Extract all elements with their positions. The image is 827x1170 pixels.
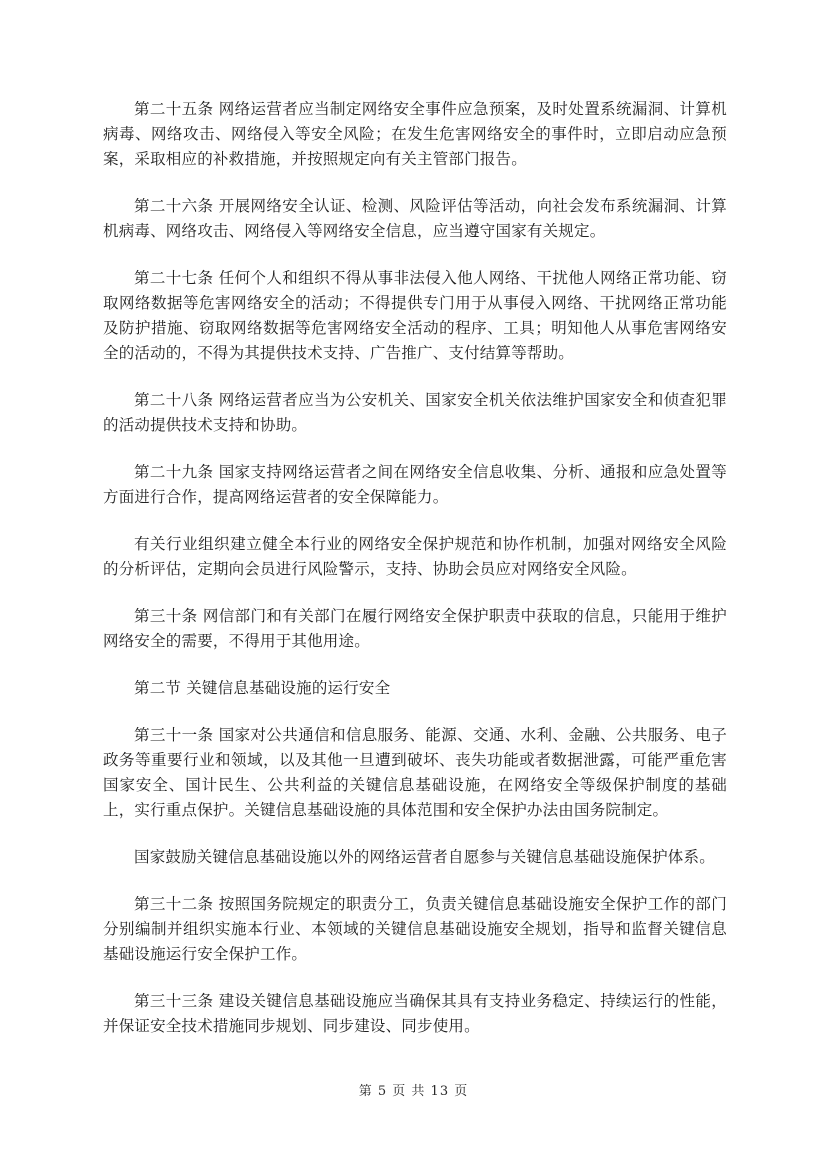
section-heading: 第二节 关键信息基础设施的运行安全 [134,679,391,697]
paragraph-article-25: 第二十五条 网络运营者应当制定网络安全事件应急预案，及时处置系统漏洞、计算机病毒、网络攻击、网络侵入等安全风险；在发生危害网络安全的事件时，立即启动应急预案，采取相应的补救措施，并按照规定向有关主管部门报告。 [103,100,727,168]
page-footer [0,1080,827,1099]
paragraph-article-26: 第二十六条 开展网络安全认证、检测、风险评估等活动，向社会发布系统漏洞、计算机病毒、网络攻击、网络侵入等网络安全信息，应当遵守国家有关规定。 [103,197,727,240]
paragraph-article-32: 第三十二条 按照国务院规定的职责分工，负责关键信息基础设施安全保护工作的部门分别编制并组织实施本行业、本领域的关键信息基础设施安全规划，指导和监督关键信息基础设施运行安全保护工作。 [103,895,727,963]
paragraph-article-33: 第三十三条 建设关键信息基础设施应当确保其具有支持业务稳定、持续运行的性能，并保证安全技术措施同步规划、同步建设、同步使用。 [103,992,727,1035]
paragraph-article-29: 第二十九条 国家支持网络运营者之间在网络安全信息收集、分析、通报和应急处置等方面进行合作，提高网络运营者的安全保障能力。 [103,463,727,506]
paragraph-article-29-continued: 有关行业组织建立健全本行业的网络安全保护规范和协作机制，加强对网络安全风险的分析评估，定期向会员进行风险警示，支持、协助会员应对网络安全风险。 [103,535,727,578]
paragraph-article-31: 第三十一条 国家对公共通信和信息服务、能源、交通、水利、金融、公共服务、电子政务等重要行业和领域，以及其他一旦遭到破坏、丧失功能或者数据泄露，可能严重危害国家安全、国计民生、公共利益的关键信息基础设施，在网络安全等级保护制度的基础上，实行重点保护。关键信息基础设施的具体范围和安全保护办法由国务院制定。 [103,726,727,819]
paragraph-article-30: 第三十条 网信部门和有关部门在履行网络安全保护职责中获取的信息，只能用于维护网络安全的需要，不得用于其他用途。 [103,607,727,650]
document-body [103,97,727,1061]
paragraph-article-28: 第二十八条 网络运营者应当为公安机关、国家安全机关依法维护国家安全和侦查犯罪的活动提供技术支持和协助。 [103,391,727,434]
paragraph-article-27: 第二十七条 任何个人和组织不得从事非法侵入他人网络、干扰他人网络正常功能、窃取网络数据等危害网络安全的活动；不得提供专门用于从事侵入网络、干扰网络正常功能及防护措施、窃取网络数据等危害网络安全活动的程序、工具；明知他人从事危害网络安全的活动的，不得为其提供技术支持、广告推广、支付结算等帮助。 [103,269,727,362]
page-number-text: 第 5 页 共 13 页 [358,1084,469,1099]
paragraph-article-31-continued: 国家鼓励关键信息基础设施以外的网络运营者自愿参与关键信息基础设施保护体系。 [134,848,715,866]
